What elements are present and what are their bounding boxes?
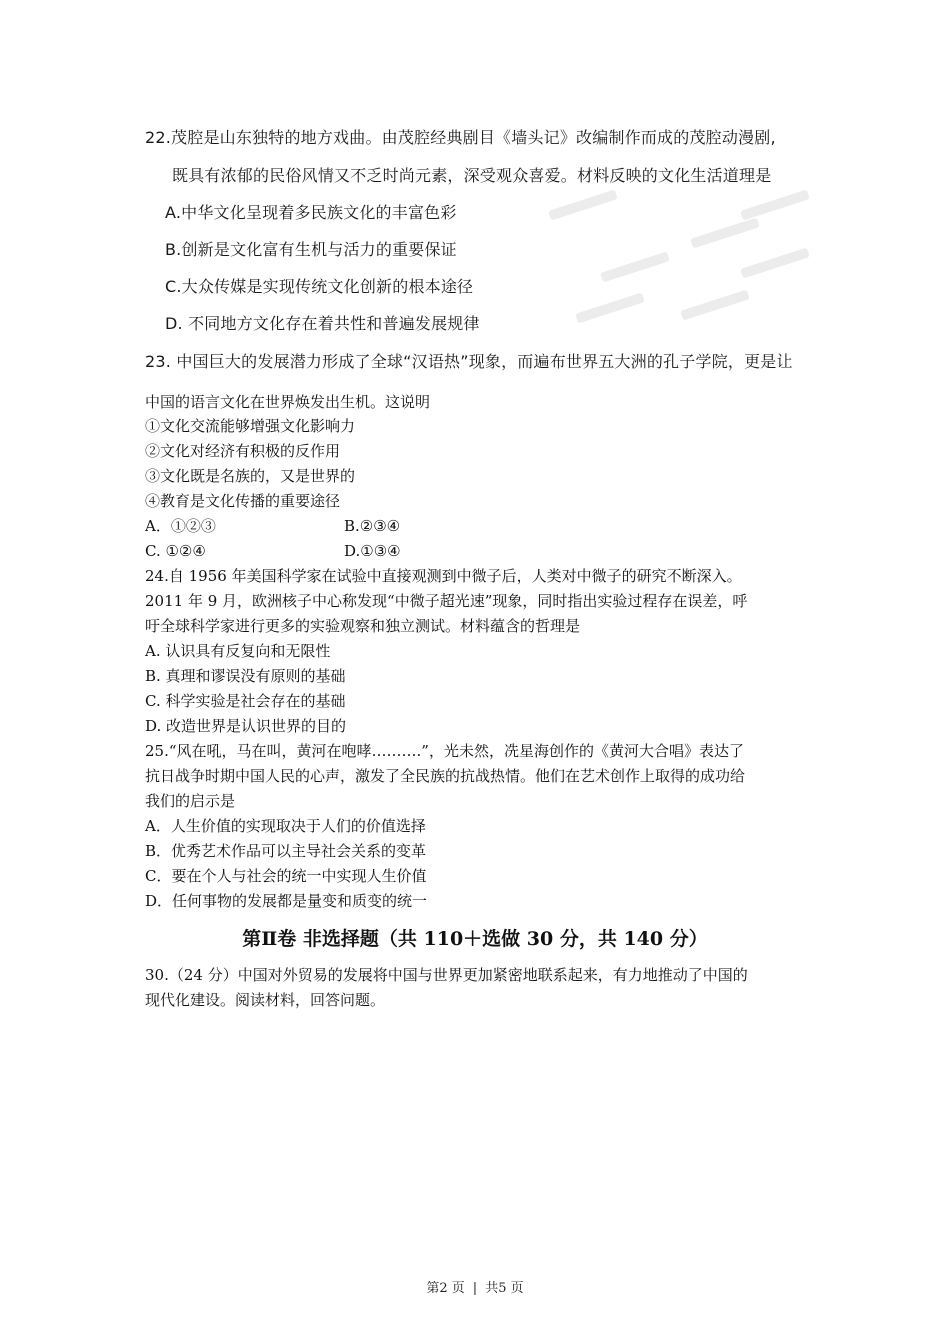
q24-stem-line2: 2011 年 9 月，欧洲核子中心称发现“中微子超光速”现象，同时指出实验过程存在误差，呼	[145, 592, 748, 610]
q23-item-3: ③文化既是名族的，又是世界的	[145, 467, 356, 485]
watermark	[600, 251, 670, 282]
q25-option-d: D．任何事物的发展都是量变和质变的统一	[145, 892, 428, 910]
q22-stem-line2: 既具有浓郁的民俗风情又不乏时尚元素，深受观众喜爱。材料反映的文化生活道理是	[172, 166, 772, 185]
q22-stem-line1: 22.茂腔是山东独特的地方戏曲。由茂腔经典剧目《墙头记》改编制作而成的茂腔动漫剧,	[145, 128, 776, 147]
q25-stem-line1: 25.“风在吼，马在叫，黄河在咆哮……….”，光未然，冼星海创作的《黄河大合唱》表达了	[145, 742, 744, 760]
footer-separator: |	[472, 1281, 478, 1296]
q30-stem-line2: 现代化建设。阅读材料，回答问题。	[145, 991, 386, 1009]
q24-option-c: C. 科学实验是社会存在的基础	[145, 692, 346, 710]
q23-stem-line1: 23. 中国巨大的发展潜力形成了全球“汉语热”现象，而遍布世界五大洲的孔子学院，更是让	[145, 352, 793, 371]
q23-option-b: B.②③④	[344, 517, 401, 535]
q23-option-d: D.①③④	[344, 542, 401, 560]
q25-stem-line3: 我们的启示是	[145, 792, 236, 810]
q24-option-b: B. 真理和谬误没有原则的基础	[145, 667, 346, 685]
watermark	[548, 189, 618, 220]
q25-stem-line2: 抗日战争时期中国人民的心声，激发了全民族的抗战热情。他们在艺术创作上取得的成功给	[145, 767, 746, 785]
q24-option-a: A. 认识具有反复向和无限性	[145, 642, 331, 660]
q24-stem-line1: 24.自 1956 年美国科学家在试验中直接观测到中微子后，人类对中微子的研究不断深入。	[145, 567, 742, 585]
watermark	[680, 289, 750, 320]
q22-option-d: D. 不同地方文化存在着共性和普遍发展规律	[165, 314, 480, 333]
q23-item-1: ①文化交流能够增强文化影响力	[145, 417, 356, 435]
q24-stem-line3: 吁全球科学家进行更多的实验观察和独立测试。材料蕴含的哲理是	[145, 617, 581, 635]
page-total: 共5 页	[485, 1281, 524, 1296]
q25-option-a: A．人生价值的实现取决于人们的价值选择	[145, 817, 426, 835]
q23-option-c: C. ①②④	[145, 542, 206, 560]
q22-option-b: B.创新是文化富有生机与活力的重要保证	[165, 240, 457, 259]
section-title: 第Ⅱ卷 非选择题（共 110＋选做 30 分，共 140 分）	[242, 928, 708, 950]
q23-item-2: ②文化对经济有积极的反作用	[145, 442, 341, 460]
watermark	[690, 217, 760, 248]
watermark	[575, 292, 645, 323]
q24-option-d: D. 改造世界是认识世界的目的	[145, 717, 347, 735]
q22-option-a: A.中华文化呈现着多民族文化的丰富色彩	[165, 203, 457, 222]
q23-item-4: ④教育是文化传播的重要途径	[145, 492, 341, 510]
q25-option-c: C．要在个人与社会的统一中实现人生价值	[145, 867, 427, 885]
page-number: 第2 页	[426, 1281, 465, 1296]
watermark	[740, 189, 810, 220]
q23-stem-line2: 中国的语言文化在世界焕发出生机。这说明	[145, 393, 431, 411]
q25-option-b: B．优秀艺术作品可以主导社会关系的变革	[145, 842, 427, 860]
watermark	[740, 247, 810, 278]
q22-option-c: C.大众传媒是实现传统文化创新的根本途径	[165, 277, 474, 296]
page-footer	[0, 1280, 950, 1298]
q30-stem-line1: 30.（24 分）中国对外贸易的发展将中国与世界更加紧密地联系起来，有力地推动了中国的	[145, 966, 748, 984]
q23-option-a: A．①②③	[145, 517, 216, 535]
